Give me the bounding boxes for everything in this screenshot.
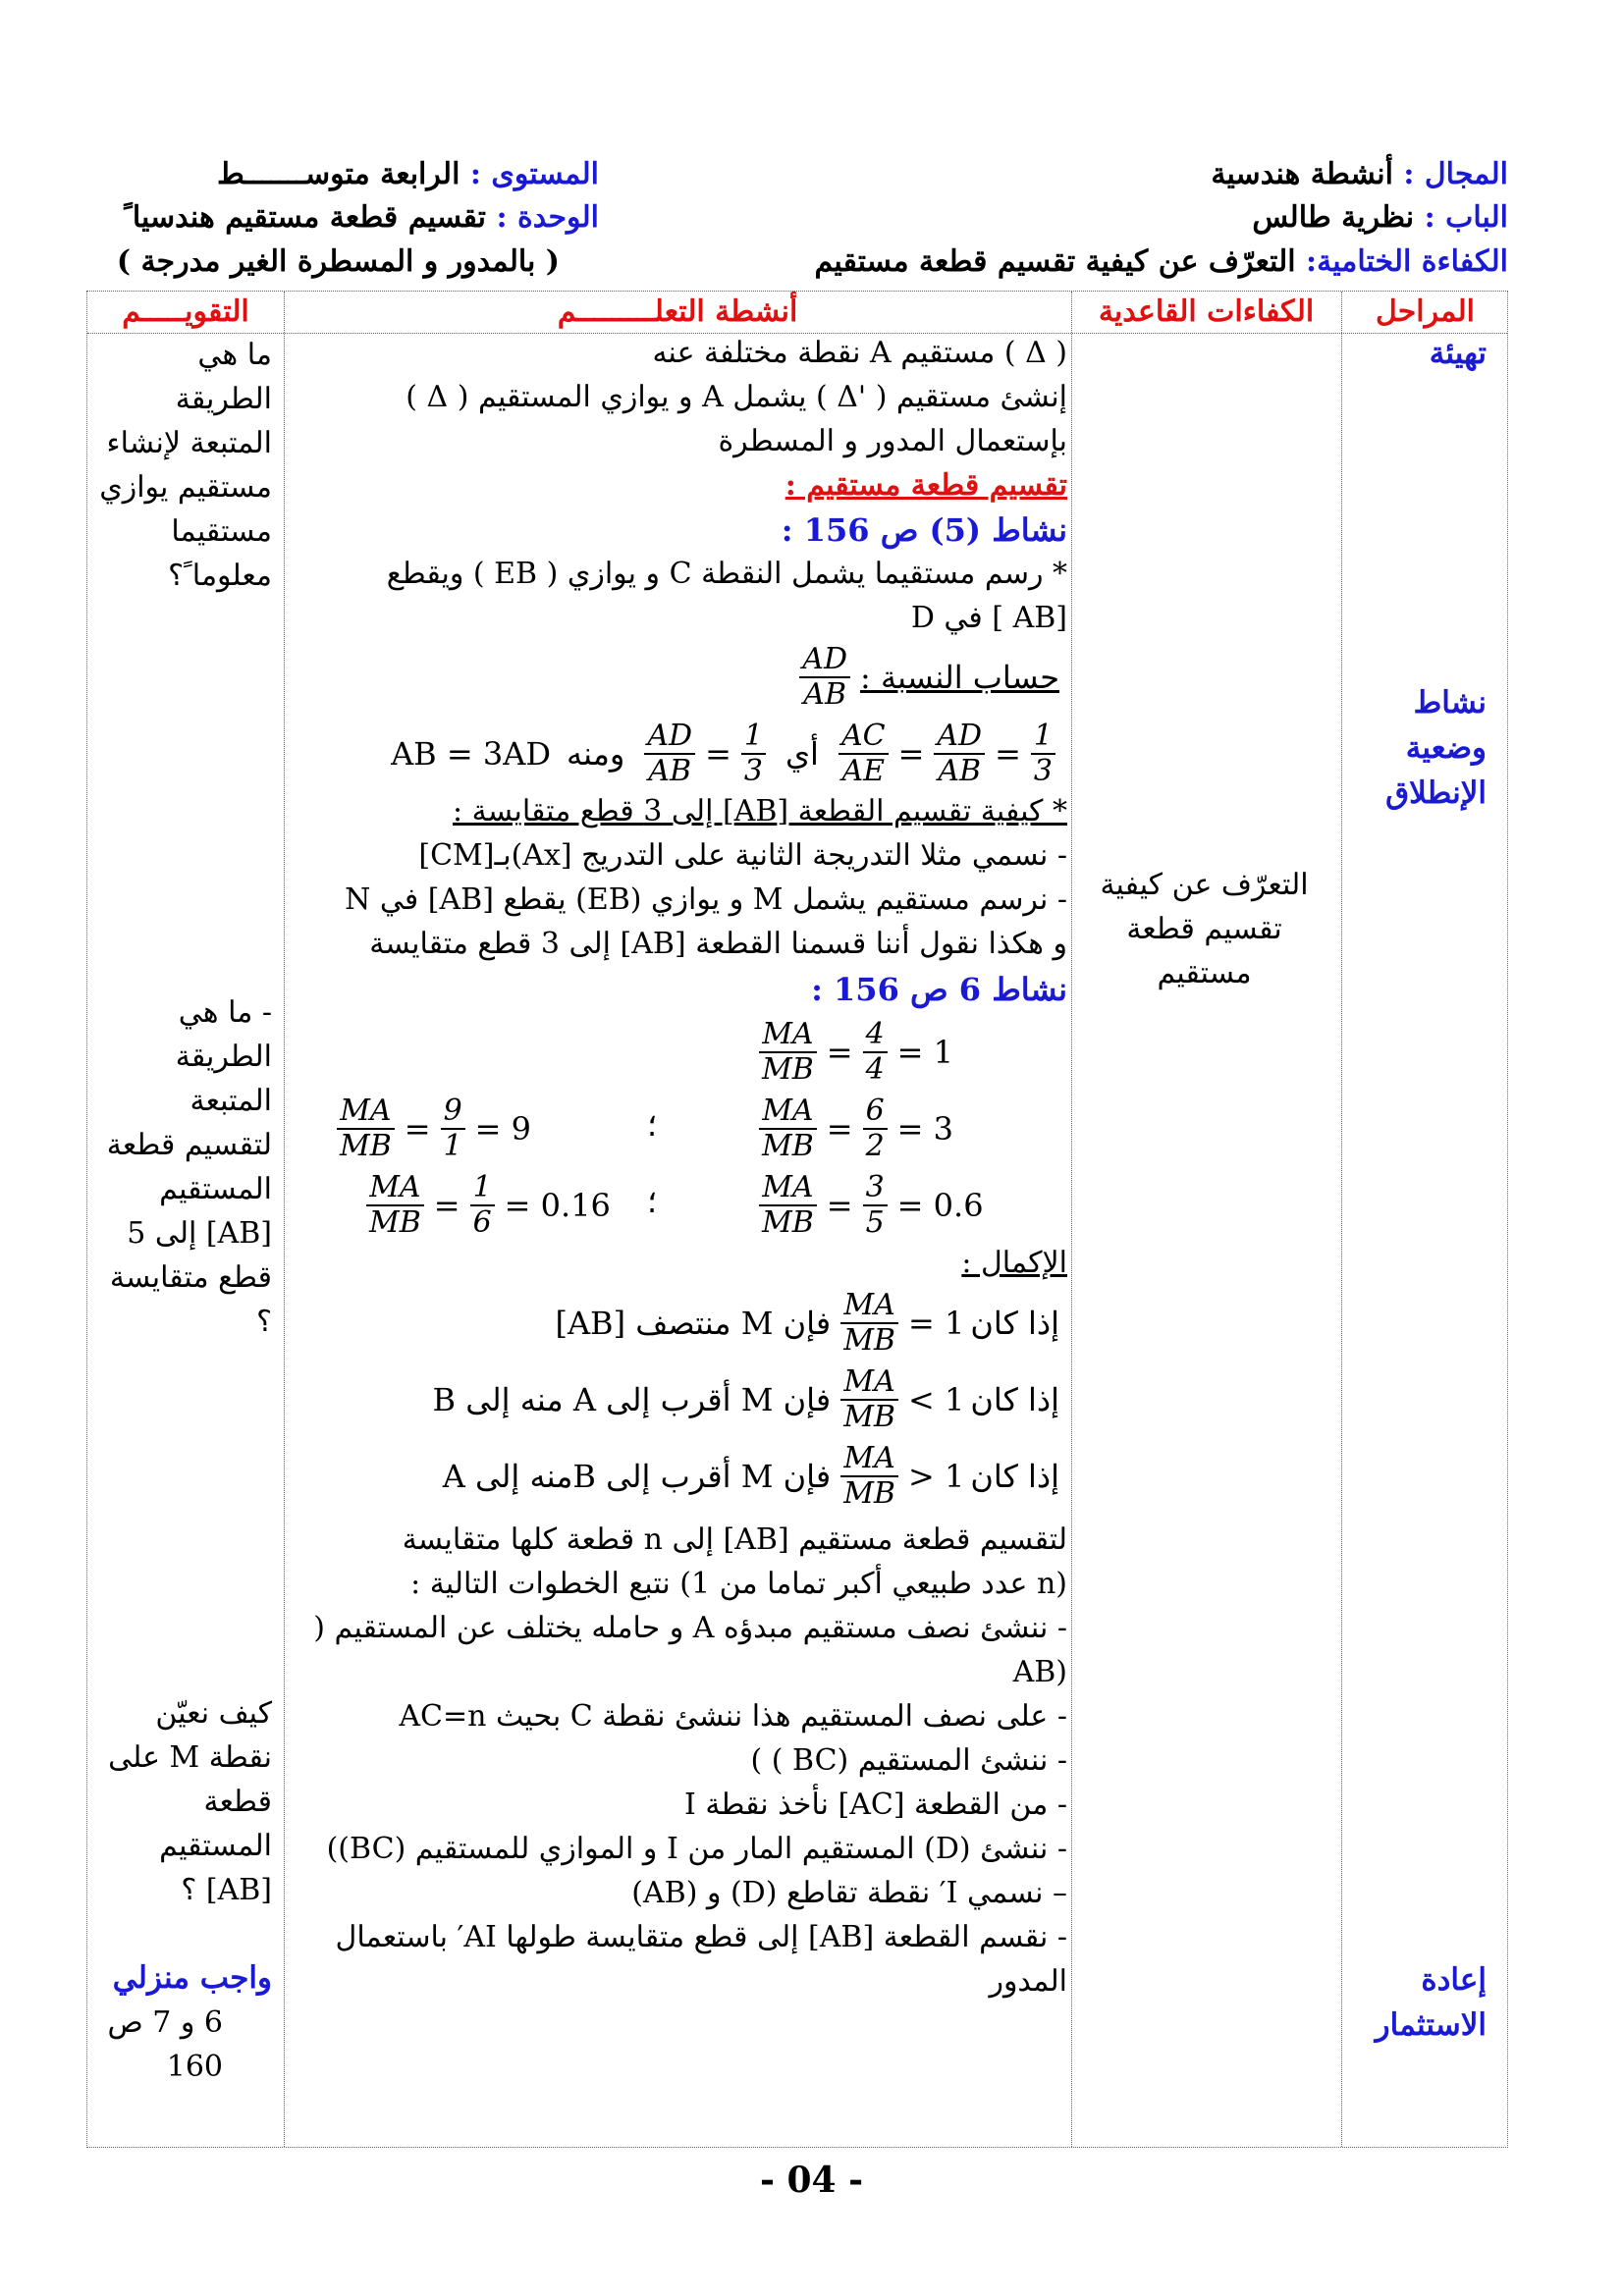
- step-line: - ننشئ (D) المستقيم المار من I و الموازي للمستقيم (BC)): [326, 1832, 1067, 1866]
- step-line: المدور: [989, 1964, 1067, 1999]
- header-evaluation: التقويـــــم: [122, 294, 249, 329]
- activity-line: * رسم مستقيما يشمل النقطة C و يوازي ( EB ) ويقطع: [386, 557, 1067, 591]
- fraction-ad-ab: $\frac{AD}{AB}$: [934, 720, 985, 788]
- activity-line: و هكذا نقول أننا قسمنا القطعة [AB] إلى 3 قطع متقايسة: [369, 927, 1067, 961]
- stage-launch: نشاط وضعية الإنطلاق: [1385, 685, 1487, 811]
- ratio-equation: AB = 3AD ومنه $\frac{AD}{AB}$ = $\frac{1}{3}$ أي $\frac{AC}{AE}$ = $\frac{AD}{AB}$ = $\frac{1}{3}$: [391, 720, 1059, 788]
- step-line: – نسمي I′ نقطة تقاطع (D) و (AB): [631, 1876, 1067, 1910]
- page-number: - 04 -: [759, 2160, 864, 2201]
- fraction-ad-ab: $\frac{AD}{AB}$: [799, 643, 850, 712]
- domain-line: [1211, 157, 1508, 191]
- ie-word: أي: [785, 735, 819, 773]
- activity-line: (n عدد طبيعي أكبر تماما من 1) نتبع الخطوات التالية :: [410, 1567, 1067, 1601]
- separator: ؛: [647, 1106, 658, 1144]
- equation-ma-mb-016: $\frac{MA}{MB}$ = $\frac{1}{6}$ = 0.16: [362, 1171, 611, 1240]
- domain-label: المجال :: [1403, 157, 1508, 191]
- ratio-label-row: [795, 643, 1059, 712]
- homework-text: 6 و 7 ص 160: [107, 2005, 223, 2084]
- fraction-ad-ab: $\frac{AD}{AB}$: [644, 720, 695, 788]
- unit-line: [124, 200, 599, 235]
- level-label: المستوى :: [469, 157, 599, 191]
- activity-line: [AB ] في D: [910, 601, 1067, 635]
- step-line: - على نصف المستقيم هذا ننشئ نقطة C بحيث AC=n: [399, 1699, 1067, 1734]
- unit-value: تقسيم قطعة مستقيم هندسيا ً: [124, 200, 497, 235]
- equation-ma-mb-06: $\frac{MA}{MB}$ = $\frac{3}{5}$ = 0.6: [755, 1171, 984, 1240]
- activity-6-title: نشاط 6 ص 156 :: [811, 971, 1067, 1008]
- step-line: (AB: [1012, 1655, 1067, 1689]
- equation-ma-mb-9: $\frac{MA}{MB}$ = $\frac{9}{1}$ = 9: [333, 1095, 531, 1163]
- activity-line: - نرسم مستقيم يشمل M و يوازي (EB) يقطع [AB] في N: [345, 882, 1067, 917]
- chapter-value: نظرية طالس: [1252, 200, 1425, 235]
- activity-5-title: نشاط (5) ص 156 :: [781, 511, 1067, 549]
- level-value: الرابعة متوســـــــط: [216, 157, 470, 191]
- col-divider: [1071, 292, 1072, 2147]
- eval-question-2: - ما هي الطريقة المتبعة لتقسيم قطعة المستقيم [AB] إلى 5 قطع متقايسة ؟: [106, 995, 272, 1339]
- condition-closer-b: إذا كان > 1 $\frac{MA}{MB}$ فإن M أقرب إلى Bمنه إلى A: [442, 1441, 1059, 1511]
- eval-question-1: ما هي الطريقة المتبعة لإنشاء مستقيم يوازي مستقيما معلوما ً؟: [99, 338, 272, 593]
- fraction-1-3: $\frac{1}{3}$: [1031, 720, 1055, 788]
- step-line: - ننشئ المستقيم (BC ) ): [750, 1743, 1067, 1778]
- fraction-ac-ae: $\frac{AC}{AE}$: [839, 720, 889, 788]
- eval-question-3: كيف نعيّن نقطة M على قطعة المستقيم [AB] ؟: [108, 1696, 272, 1907]
- homework-title: واجب منزلي: [112, 1960, 272, 1996]
- page-header: [0, 0, 1623, 294]
- ab-eq: AB = 3AD: [391, 735, 551, 773]
- step-line: - ننشئ نصف مستقيم مبدؤه A و حامله يختلف عن المستقيم (: [313, 1611, 1067, 1645]
- separator: ؛: [647, 1183, 658, 1220]
- level-line: [217, 157, 599, 191]
- activity-line: بإستعمال المدور و المسطرة: [718, 424, 1067, 458]
- section-title-division: تقسيم قطعة مستقيم :: [784, 468, 1067, 503]
- lesson-table: [86, 291, 1508, 2148]
- domain-value: أنشطة هندسية: [1211, 157, 1404, 191]
- chapter-label: الباب :: [1424, 200, 1508, 235]
- ratio-label: حساب النسبة :: [860, 659, 1059, 696]
- activity-line: لتقسيم قطعة مستقيم [AB] إلى n قطعة كلها متقايسة: [402, 1522, 1067, 1557]
- competence-line: [814, 244, 1508, 279]
- competence-value: التعرّف عن كيفية تقسيم قطعة مستقيم: [814, 244, 1307, 279]
- completion-title: الإكمال :: [961, 1246, 1067, 1280]
- activity-line: ( Δ ) مستقيم A نقطة مختلفة عنه: [652, 336, 1067, 370]
- condition-midpoint: إذا كان = 1 $\frac{MA}{MB}$ فإن M منتصف [AB]: [555, 1288, 1059, 1358]
- stage-warmup: تهيئة: [1429, 336, 1487, 371]
- equation-ma-mb-1: $\frac{MA}{MB}$ = $\frac{4}{4}$ = 1: [755, 1018, 953, 1087]
- col-divider: [1341, 292, 1342, 2147]
- chapter-line: [1252, 200, 1508, 235]
- header-activities: أنشطة التعلـــــــــم: [557, 294, 798, 329]
- unit-note: ( بالمدور و المسطرة الغير مدرجة ): [116, 244, 560, 279]
- step-line: - نقسم القطعة [AB] إلى قطع متقايسة طولها AI′ باستعمال: [335, 1920, 1067, 1954]
- header-stages: المراحل: [1376, 294, 1475, 329]
- activity-line: - نسمي مثلا التدريجة الثانية على التدريج [Ax)بـ[CM]: [418, 838, 1067, 873]
- stage-reinvest: إعادة الاستثمار: [1375, 1962, 1487, 2043]
- unit-label: الوحدة :: [496, 200, 599, 235]
- activity-line: إنشئ مستقيم ( 'Δ ) يشمل A و يوازي المستقيم ( Δ ): [406, 380, 1067, 414]
- and-word: ومنه: [566, 735, 625, 773]
- fraction-1-3: $\frac{1}{3}$: [741, 720, 766, 788]
- condition-closer-a: إذا كان < 1 $\frac{MA}{MB}$ فإن M أقرب إلى A منه إلى B: [432, 1364, 1059, 1434]
- equation-ma-mb-3: $\frac{MA}{MB}$ = $\frac{6}{2}$ = 3: [755, 1095, 953, 1163]
- base-competence-text: التعرّف عن كيفية تقسيم قطعة مستقيم: [1100, 868, 1309, 990]
- activities-column: [284, 292, 1067, 2147]
- how-divide-title: * كيفية تقسيم القطعة [AB] إلى 3 قطع متقايسة :: [453, 794, 1067, 828]
- competence-label: الكفاءة الختامية:: [1306, 244, 1508, 279]
- header-base-competences: الكفاءات القاعدية: [1098, 294, 1315, 329]
- step-line: - من القطعة [AC] نأخذ نقطة I: [684, 1788, 1067, 1822]
